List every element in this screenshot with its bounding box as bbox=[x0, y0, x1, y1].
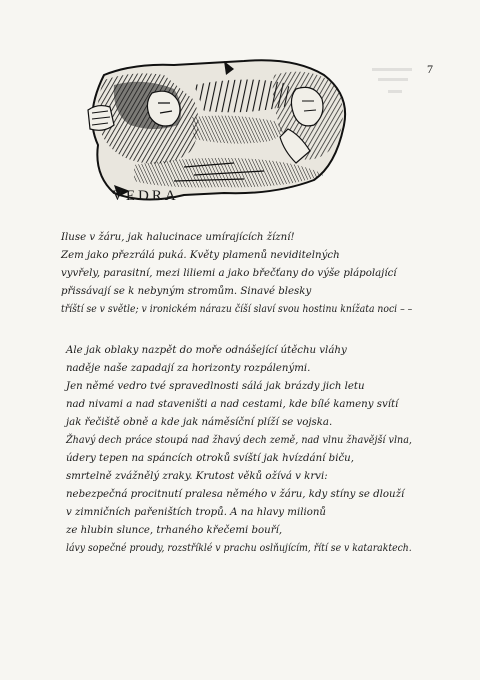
poem-line: nad nivami a nad staveništi a nad cestami, kde bílé kameny svítí bbox=[66, 399, 399, 410]
poem-line: naděje naše zapadají za horizonty rozpálenými. bbox=[66, 363, 311, 374]
poem-line: jak řečiště obně a kde jak náměsíční plíží se vojska. bbox=[66, 417, 333, 428]
poem-line: v zimničních pařeništích tropů. A na hlavy milionů bbox=[66, 507, 326, 518]
poem-line: lávy sopečné proudy, rozstříklé v prachu oslňujícím, řítí se v kataraktech. bbox=[66, 543, 412, 554]
poem-line: Iluse v žáru, jak halucinace umírajících žízní! bbox=[61, 232, 295, 243]
page-number: 7 bbox=[427, 62, 433, 76]
poem-line: přissávají se k nebyným stromům. Sinavé blesky bbox=[61, 286, 312, 297]
poem-line: Žhavý dech práce stoupá nad žhavý dech země, nad vlnu žhavější vlna, bbox=[66, 435, 412, 446]
poem-line: ze hlubin slunce, trhaného křečemi bouří, bbox=[66, 525, 283, 536]
poem-line: Zem jako přezrálá puká. Květy plamenů neviditelných bbox=[61, 250, 340, 261]
poem-line: tříští se v světle; v ironickém nárazu číší slaví svou hostinu knížata noci – – bbox=[61, 304, 413, 315]
faint-show-through-marks bbox=[368, 62, 428, 112]
poem-line: smrtelně zvážnělý zraky. Krutost věků ožívá v krvi: bbox=[66, 471, 328, 482]
poem-line: vyvřely, parasitní, mezi liliemi a jako břečťany do výše plápolající bbox=[61, 268, 397, 279]
poem-line: údery tepen na spáncích otroků svíští jak hvízdání biču, bbox=[66, 453, 354, 464]
poem-line: nebezpečná procitnutí pralesa němého v žáru, kdy stíny se dlouží bbox=[66, 489, 405, 500]
poem-line: Ale jak oblaky nazpět do moře odnášející útěchu vláhy bbox=[66, 345, 347, 356]
poem-title: VEDRA bbox=[112, 188, 179, 204]
woodcut-illustration bbox=[74, 55, 354, 205]
poem-line: Jen němé vedro tvé spravedlnosti sálá jak brázdy jich letu bbox=[66, 381, 365, 392]
